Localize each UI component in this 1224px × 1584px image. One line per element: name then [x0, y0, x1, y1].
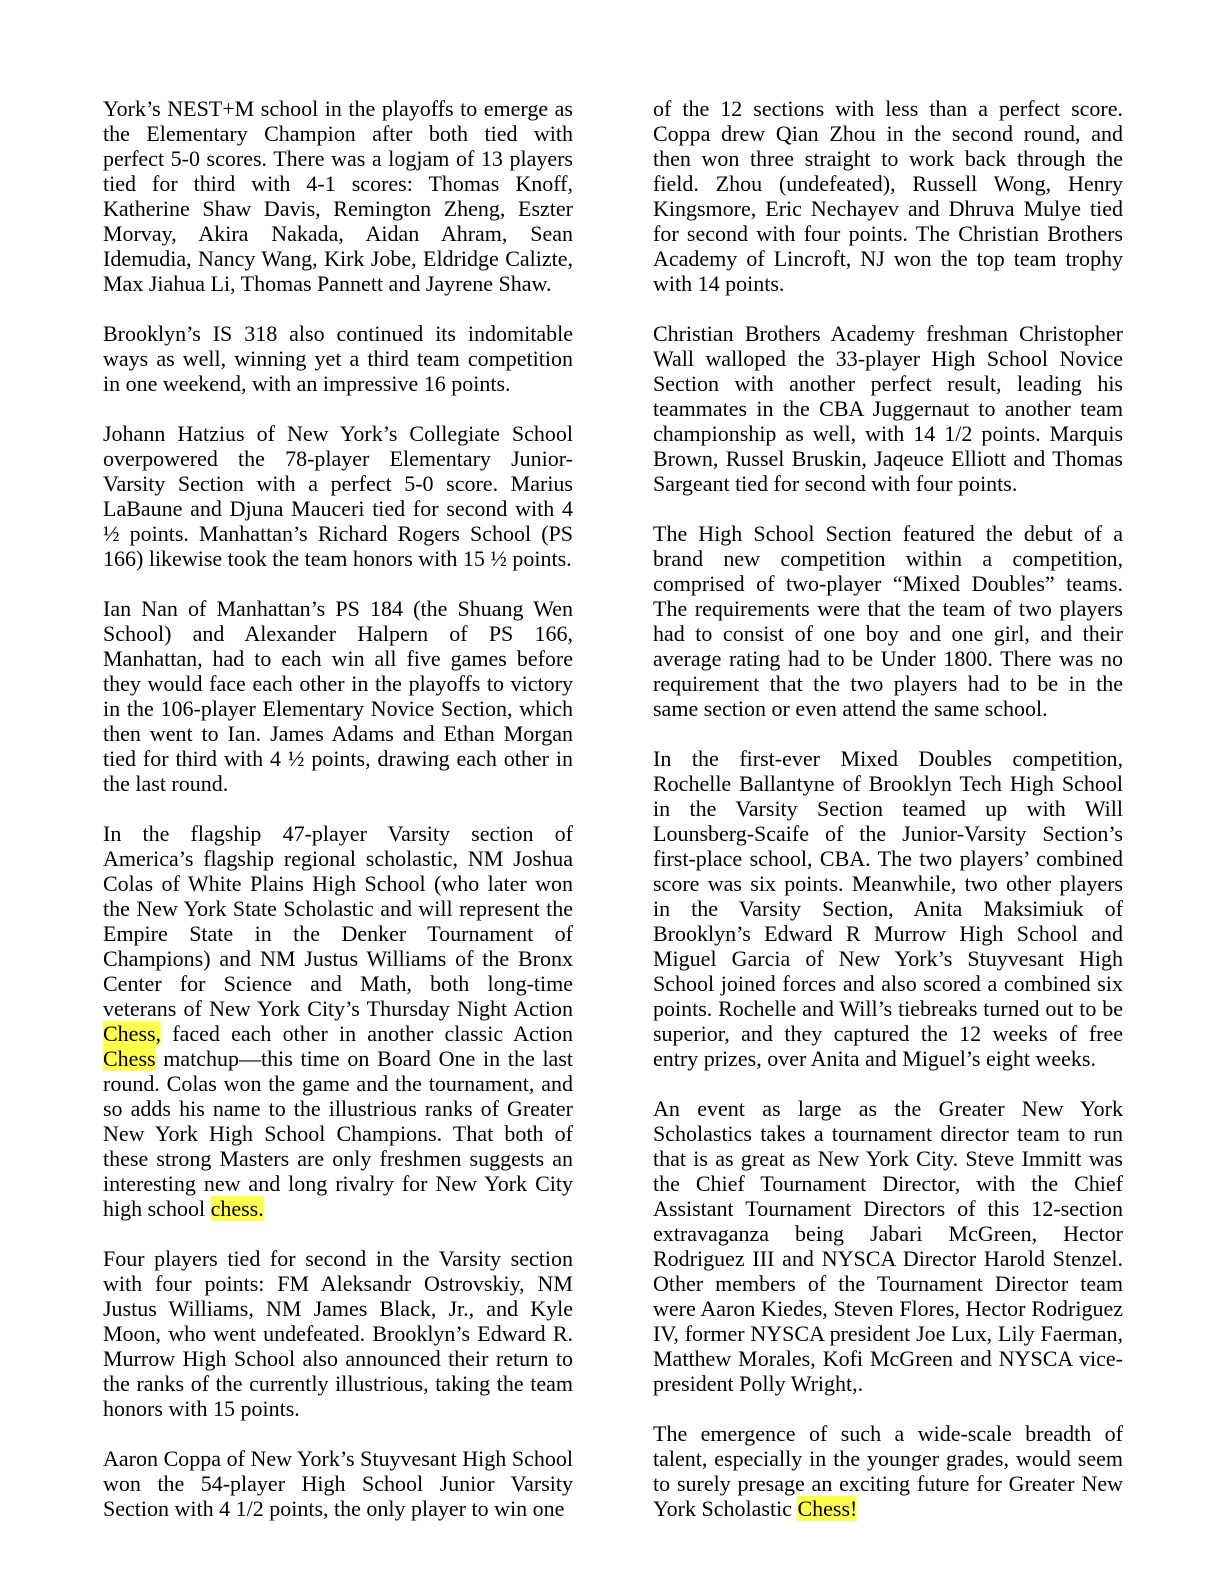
paragraph	[103, 421, 573, 571]
text-column-left	[103, 96, 573, 1546]
text-run: In the first-ever Mixed Doubles competition, Rochelle Ballantyne of Brooklyn Tech High School in the Varsity Section teamed up with Will Lounsberg-Scaife of the Junior-Varsity Section’s first-place school, CBA. The two players’ combined score was six points. Meanwhile, two other players in the Varsity Section, Anita Maksimiuk of Brooklyn’s Edward R Murrow High School and Miguel Garcia of New York’s Stuyvesant High School joined forces and also scored a combined six points. Rochelle and Will’s tiebreaks turned out to be superior, and they captured the 12 weeks of free entry prizes, over Anita and Miguel’s eight weeks.	[653, 746, 1123, 1071]
paragraph	[653, 321, 1123, 496]
paragraph	[653, 746, 1123, 1071]
text-column-right	[653, 96, 1123, 1546]
paragraph	[103, 1246, 573, 1421]
paragraph	[103, 596, 573, 796]
text-run: In the flagship 47-player Varsity section of America’s flagship regional scholastic, NM Joshua Colas of White Plains High School (who later won the New York State Scholastic and will represent the Empire State in the Denker Tournament of Champions) and NM Justus Williams of the Bronx Center for Science and Math, both long-time veterans of New York City’s Thursday Night Action	[103, 821, 573, 1021]
highlighted-text: chess.	[210, 1196, 264, 1221]
text-run: An event as large as the Greater New York Scholastics takes a tournament director team to run that is as great as New York City. Steve Immitt was the Chief Tournament Director, with the Chief Assistant Tournament Directors of this 12-section extravaganza being Jabari McGreen, Hector Rodriguez III and NYSCA Director Harold Stenzel. Other members of the Tournament Director team were Aaron Kiedes, Steven Flores, Hector Rodriguez IV, former NYSCA president Joe Lux, Lily Faerman, Matthew Morales, Kofi McGreen and NYSCA vice-president Polly Wright,.	[653, 1096, 1123, 1396]
text-run: York’s NEST+M school in the playoffs to emerge as the Elementary Champion after both tied with perfect 5-0 scores. There was a logjam of 13 players tied for third with 4-1 scores: Thomas Knoff, Katherine Shaw Davis, Remington Zheng, Eszter Morvay, Akira Nakada, Aidan Ahram, Sean Idemudia, Nancy Wang, Kirk Jobe, Eldridge Calizte, Max Jiahua Li, Thomas Pannett and Jayrene Shaw.	[103, 96, 573, 296]
highlighted-text: Chess	[103, 1046, 156, 1071]
highlighted-text: Chess,	[103, 1021, 162, 1046]
paragraph	[103, 321, 573, 396]
text-run: Ian Nan of Manhattan’s PS 184 (the Shuang Wen School) and Alexander Halpern of PS 166, Manhattan, had to each win all five games before they would face each other in the playoffs to victory in the 106-player Elementary Novice Section, which then went to Ian. James Adams and Ethan Morgan tied for third with 4 ½ points, drawing each other in the last round.	[103, 596, 573, 796]
paragraph	[653, 1421, 1123, 1521]
text-run: Four players tied for second in the Varsity section with four points: FM Aleksandr Ostrovskiy, NM Justus Williams, NM James Black, Jr., and Kyle Moon, who went undefeated. Brooklyn’s Edward R. Murrow High School also announced their return to the ranks of the currently illustrious, taking the team honors with 15 points.	[103, 1246, 573, 1421]
highlighted-text: Chess!	[797, 1496, 858, 1521]
paragraph	[653, 96, 1123, 296]
text-run: faced each other in another classic Action	[161, 1021, 573, 1046]
text-run: Aaron Coppa of New York’s Stuyvesant High School won the 54-player High School Junior Varsity Section with 4 1/2 points, the only player to win one	[103, 1446, 573, 1521]
text-run: Brooklyn’s IS 318 also continued its indomitable ways as well, winning yet a third team competition in one weekend, with an impressive 16 points.	[103, 321, 573, 396]
text-run: The High School Section featured the debut of a brand new competition within a competition, comprised of two-player “Mixed Doubles” teams. The requirements were that the team of two players had to consist of one boy and one girl, and their average rating had to be Under 1800. There was no requirement that the two players had to be in the same section or even attend the same school.	[653, 521, 1123, 721]
paragraph	[103, 96, 573, 296]
paragraph	[103, 1446, 573, 1521]
text-run: Johann Hatzius of New York’s Collegiate School overpowered the 78-player Elementary Junior-Varsity Section with a perfect 5-0 score. Marius LaBaune and Djuna Mauceri tied for second with 4 ½ points. Manhattan’s Richard Rogers School (PS 166) likewise took the team honors with 15 ½ points.	[103, 421, 573, 571]
text-run: The emergence of such a wide-scale breadth of talent, especially in the younger grades, would seem to surely presage an exciting future for Greater New York Scholastic	[653, 1421, 1123, 1521]
text-run: matchup—this time on Board One in the last round. Colas won the game and the tournament, and so adds his name to the illustrious ranks of Greater New York High School Champions. That both of these strong Masters are only freshmen suggests an interesting new and long rivalry for New York City high school	[103, 1046, 573, 1221]
text-run: Christian Brothers Academy freshman Christopher Wall walloped the 33-player High School Novice Section with another perfect result, leading his teammates in the CBA Juggernaut to another team championship as well, with 14 1/2 points. Marquis Brown, Russel Bruskin, Jaqeuce Elliott and Thomas Sargeant tied for second with four points.	[653, 321, 1123, 496]
paragraph	[103, 821, 573, 1221]
text-run: of the 12 sections with less than a perfect score. Coppa drew Qian Zhou in the second round, and then won three straight to work back through the field. Zhou (undefeated), Russell Wong, Henry Kingsmore, Eric Nechayev and Dhruva Mulye tied for second with four points. The Christian Brothers Academy of Lincroft, NJ won the top team trophy with 14 points.	[653, 96, 1123, 296]
paragraph	[653, 521, 1123, 721]
paragraph	[653, 1096, 1123, 1396]
